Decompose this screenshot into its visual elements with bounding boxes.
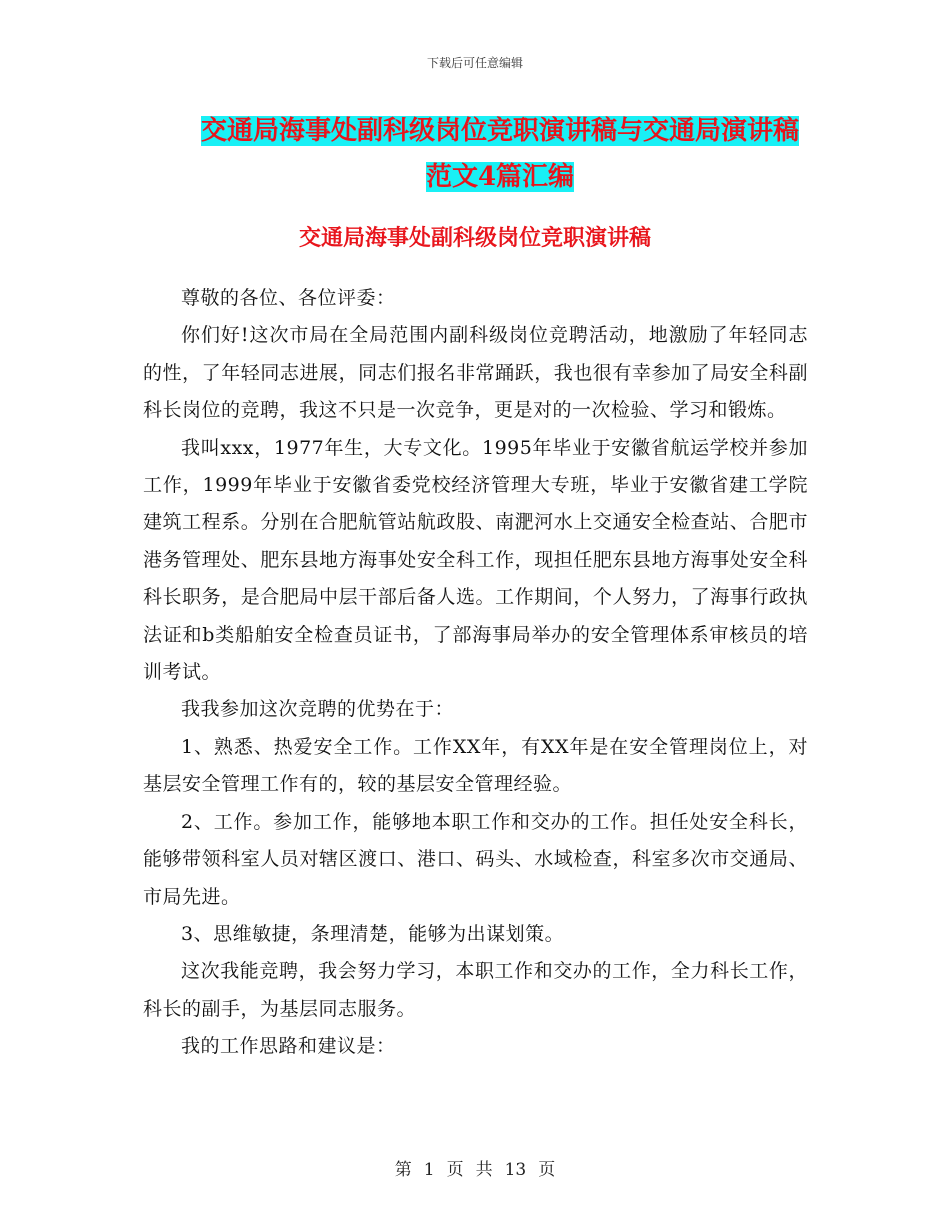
paragraph: 我我参加这次竞聘的优势在于： [181, 698, 455, 721]
paragraph: 尊敬的各位、各位评委： [181, 287, 396, 309]
footer-label-end: 页 [538, 1160, 556, 1180]
document-title-line-1: 交通局海事处副科级岗位竞职演讲稿与交通局演讲稿 [200, 116, 799, 146]
current-page-number: 1 [423, 1160, 435, 1180]
paragraph: 这次我能竞聘，我会努力学习，本职工作和交办的工作，全力科长工作，科长的副手，为基层同志服务。 [143, 960, 808, 1020]
paragraph: 2、工作。参加工作，能够地本职工作和交办的工作。担任处安全科长，能够带领科室人员对辖区渡口、港口、码头、水域检查，科室多次市交通局、市局先进。 [143, 810, 808, 908]
paragraph: 你们好!这次市局在全局范围内副科级岗位竞聘活动，地激励了年轻同志的性，了年轻同志进展，同志们报名非常踊跃，我也很有幸参加了局安全科副科长岗位的竞聘，我这不只是一次竞争，更是对的一次检验、学习和锻炼。 [143, 324, 808, 422]
paragraph: 3、思维敏捷，条理清楚，能够为出谋划策。 [181, 922, 565, 945]
footer-label-of: 页 [446, 1160, 464, 1180]
page-footer [0, 1155, 950, 1180]
document-body [143, 280, 808, 1066]
footer-label-page: 第 [394, 1160, 412, 1180]
document-title-line-2: 范文4篇汇编 [425, 162, 575, 192]
header-note: 下载后可任意编辑 [426, 56, 523, 70]
paragraph: 我的工作思路和建议是： [181, 1035, 396, 1058]
total-page-count: 13 [504, 1160, 527, 1180]
footer-label-total: 共 [475, 1160, 493, 1180]
paragraph: 我叫xxx，1977年生，大专文化。1995年毕业于安徽省航运学校并参加工作，1999年毕业于安徽省委党校经济管理大专班，毕业于安徽省建工学院建筑工程系。分别在合肥航管站航政股、南淝河水上交通安全检查站、合肥市港务管理处、肥东县地方海事处安全科工作，现担任肥东县地方海事处安全科科长职务，是合肥局中层干部后备人选。工作期间，个人努力，了海事行政执法证和b类船舶安全检查员证书，了部海事局举办的安全管理体系审核员的培训考试。 [143, 436, 808, 684]
document-title [150, 108, 850, 200]
section-title: 交通局海事处副科级岗位竞职演讲稿 [298, 225, 651, 251]
paragraph: 1、熟悉、热爱安全工作。工作XX年，有XX年是在安全管理岗位上，对基层安全管理工作有的，较的基层安全管理经验。 [143, 735, 808, 796]
